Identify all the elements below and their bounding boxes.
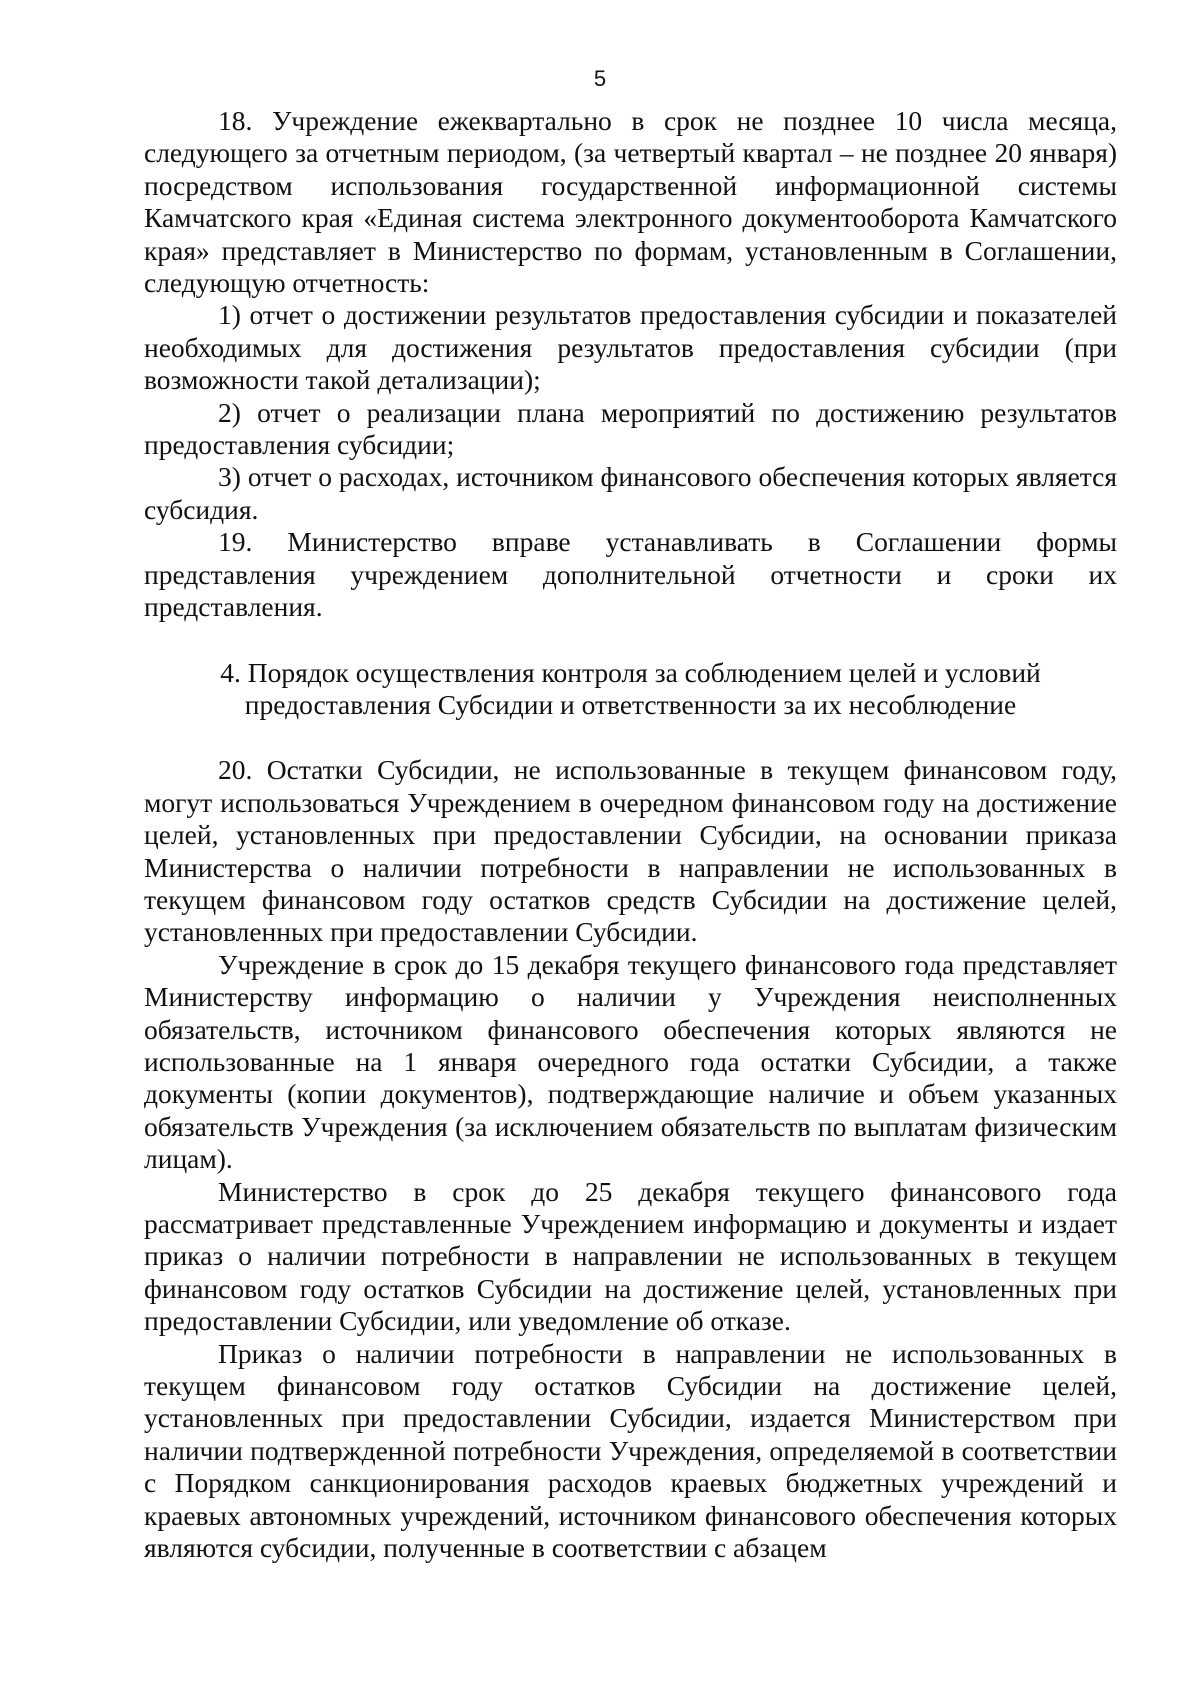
paragraph-item-20: 20. Остатки Субсидии, не использованные в текущем финансовом году, могут использоваться Учреждением в очередном финансовом году на достижение целей, установленных при предоставлении Субсидии, на основании приказа Министерства о наличии потребности в направлении не использованных в текущем финансовом году остатков средств Субсидии на достижение целей, установленных при предоставлении Субсидии.: [144, 754, 1117, 948]
section-heading-line-2: предоставления Субсидии и ответственности за их несоблюдение: [244, 688, 1017, 720]
paragraph-item-18: 18. Учреждение ежеквартально в срок не позднее 10 числа месяца, следующего за отчетным периодом, (за четвертый квартал – не позднее 20 января) посредством использования государственной информационной системы Камчатского края «Единая система электронного документооборота Камчатского края» представляет в Министерство по формам, установленным в Соглашении, следующую отчетность:: [144, 105, 1117, 299]
paragraph-order-issuance: Приказ о наличии потребности в направлении не использованных в текущем финансовом году остатков Субсидии на достижение целей, установленных при предоставлении Субсидии, издается Министерством при наличии подтвержденной потребности Учреждения, определяемой в соответствии с Порядком санкционирования расходов краевых бюджетных учреждений и краевых автономных учреждений, источником финансового обеспечения которых являются субсидии, полученные в соответствии с абзацем: [144, 1337, 1117, 1564]
page-number: 5: [593, 66, 607, 91]
section-heading: [144, 657, 1117, 722]
section-heading-line-1: 4. Порядок осуществления контроля за соблюдением целей и условий: [220, 656, 1041, 688]
paragraph-subitem-2: 2) отчет о реализации плана мероприятий по достижению результатов предоставления субсидии;: [144, 396, 1117, 461]
paragraph-subitem-3: 3) отчет о расходах, источником финансового обеспечения которых является субсидия.: [144, 461, 1117, 525]
paragraph-ministry-review: Министерство в срок до 25 декабря текущего финансового года рассматривает представленные Учреждением информацию и документы и издает приказ о наличии потребности в направлении не использованных в текущем финансовом году остатков Субсидии на достижение целей, установленных при предоставлении Субсидии, или уведомление об отказе.: [144, 1175, 1117, 1337]
paragraph-subitem-1: 1) отчет о достижении результатов предоставления субсидии и показателей необходимых для достижения результатов предоставления субсидии (при возможности такой детализации);: [144, 299, 1117, 396]
document-body: [144, 105, 1117, 1564]
paragraph-item-19: 19. Министерство вправе устанавливать в Соглашении формы представления учреждением дополнительной отчетности и сроки их представления.: [144, 526, 1117, 623]
paragraph-institution-report: Учреждение в срок до 15 декабря текущего финансового года представляет Министерству информацию о наличии у Учреждения неисполненных обязательств, источником финансового обеспечения которых являются не использованные на 1 января очередного года остатки Субсидии, а также документы (копии документов), подтверждающие наличие и объем указанных обязательств Учреждения (за исключением обязательств по выплатам физическим лицам).: [144, 948, 1117, 1175]
